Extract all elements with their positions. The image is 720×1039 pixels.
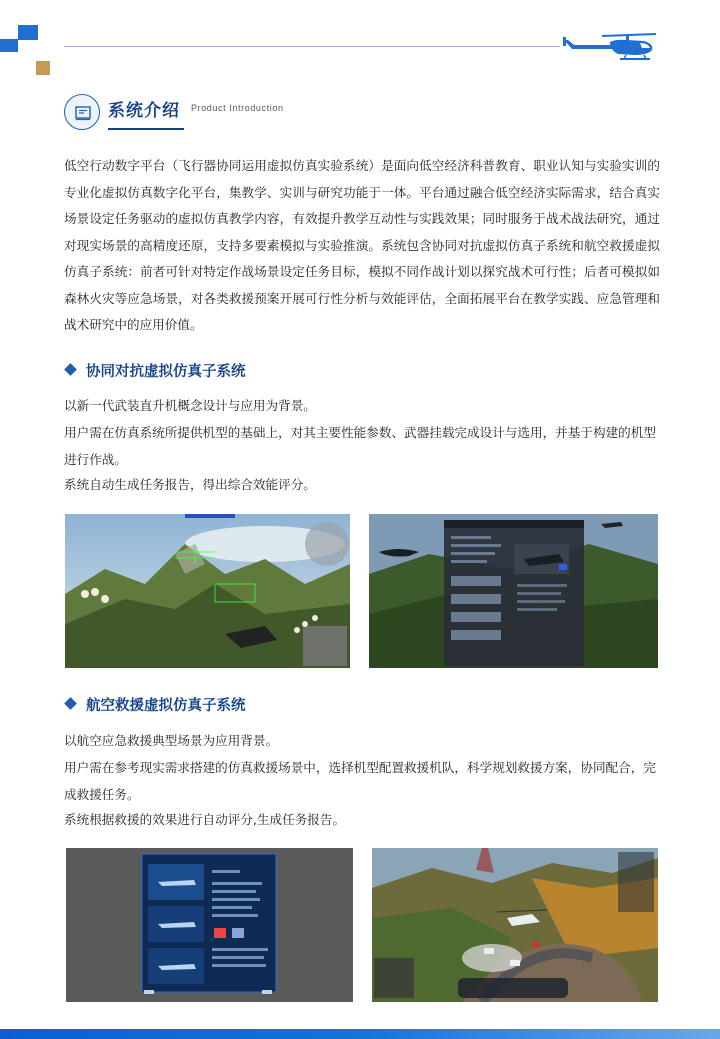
subsystem-heading-combat — [66, 360, 366, 382]
book-icon — [64, 94, 100, 130]
corner-decoration — [0, 25, 38, 51]
helicopter-icon — [560, 30, 656, 64]
title-underline — [108, 128, 184, 130]
subsystem-title: 航空救援虚拟仿真子系统 — [86, 698, 246, 714]
subsystem-heading-rescue — [66, 694, 366, 716]
subsystem-line: 用户需在参考现实需求搭建的仿真救援场景中，选择机型配置救援机队，科学规划救援方案，协同配合，完成救援任务。 — [64, 760, 656, 802]
section-subtitle: Product Introduction — [191, 103, 284, 113]
subsystem-title: 协同对抗虚拟仿真子系统 — [86, 364, 246, 380]
intro-paragraph: 低空行动数字平台（飞行器协同运用虚拟仿真实验系统）是面向低空经济科普教育、职业认知与实验实训的专业化虚拟仿真数字化平台，集教学、实训与研究功能于一体。平台通过融合低空经济实际需求，结合真实场景设定任务驱动的虚拟仿真教学内容，有效提升教学互动性与实践效果；同时服务于战术战法研究，通过对现实场景的高精度还原，支持多要素模拟与实验推演。系统包含协同对抗虚拟仿真子系统和航空救援虚拟仿真子系统：前者可针对特定作战场景设定任务目标，模拟不同作战计划以探究战术可行性；后者可模拟如森林火灾等应急场景，对各类救援预案开展可行性分析与效能评估，全面拓展平台在教学实践、应急管理和战术研究中的应用价值。 — [64, 158, 660, 332]
rescue-scene-screenshot — [372, 848, 658, 1002]
loadout-config-screenshot — [369, 514, 658, 668]
diamond-bullet-icon — [64, 697, 77, 710]
subsystem-line: 系统自动生成任务报告，得出综合效能评分。 — [64, 477, 316, 492]
combat-hud-screenshot — [65, 514, 350, 668]
subsystem-line: 以新一代武装直升机概念设计与应用为背景。 — [64, 398, 316, 413]
corner-accent-square — [36, 61, 50, 75]
subsystem-line: 以航空应急救援典型场景为应用背景。 — [64, 733, 279, 748]
subsystem-line: 用户需在仿真系统所提供机型的基础上，对其主要性能参数、武器挂载完成设计与选用，并基于构建的机型进行作战。 — [64, 425, 656, 467]
header-divider — [64, 46, 560, 47]
footer-bar — [0, 1029, 720, 1039]
subsystem-line: 系统根据救援的效果进行自动评分,生成任务报告。 — [64, 812, 346, 827]
rescue-fleet-screenshot — [66, 848, 353, 1002]
section-title: 系统介绍 — [108, 101, 180, 121]
section-header — [64, 90, 464, 134]
diamond-bullet-icon — [64, 363, 77, 376]
